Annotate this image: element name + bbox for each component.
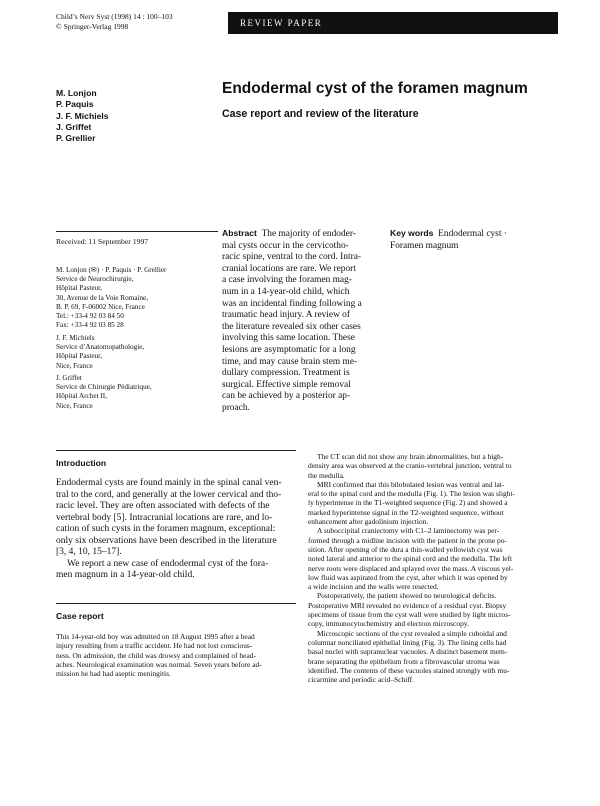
- affiliation-line: Service de Neurochirurgie,: [56, 275, 134, 284]
- text-line: copy, immunocytochemistry and electron microscopy.: [308, 619, 469, 629]
- text-line: This 14-year-old boy was admitted on 18 August 1995 after a head: [56, 632, 255, 641]
- right-column-text: [308, 452, 558, 684]
- affiliation-line: Fax: +33-4 92 03 85 28: [56, 321, 124, 330]
- abstract-line: a case involving the foramen mag-: [222, 275, 352, 286]
- text-line: density area was observed at the cranio-vertebral junction, ventral to: [308, 461, 512, 471]
- text-line: [3, 4, 10, 15–17].: [56, 547, 122, 558]
- text-line: marked hyperintense signal in the T2-weighted sequence, without: [308, 507, 504, 517]
- text-line: eral to the spinal cord and the medulla (Fig. 1). The lesion was slight-: [308, 489, 516, 499]
- affiliation-block: [56, 374, 216, 411]
- text-line: injury resulting from a traffic accident. He had not lost conscious-: [56, 641, 253, 651]
- text-line: cation of such cysts in the foramen magnum, exceptional:: [56, 524, 276, 535]
- divider: [56, 231, 218, 232]
- affiliation-line: J. Griffet: [56, 374, 82, 382]
- affiliation-line: Nice, France: [56, 361, 93, 370]
- text-line: enhancement after gadolinium injection.: [308, 517, 429, 527]
- abstract-line: the literature revealed six other cases: [222, 321, 361, 332]
- text-line: nerve roots were displaced and splayed over the mass. A viscous yel-: [308, 563, 514, 573]
- text-line: identified. The contents of these vacuoles stained strongly with mu-: [308, 665, 510, 675]
- affiliation-line: Service d’Anatomopathologie,: [56, 343, 145, 352]
- text-line: formed through a midline incision with the patient in the prone po-: [308, 535, 507, 545]
- abstract-line: traumatic head injury. A review of: [222, 310, 350, 321]
- introduction-paragraph: [56, 478, 296, 582]
- text-line: a wide incision and the walls were resected.: [308, 582, 439, 592]
- author: P. Paquis: [56, 99, 94, 110]
- article-subtitle: Case report and review of the literature: [222, 108, 419, 120]
- affiliation-line: 30, Avenue de la Voie Romaine,: [56, 293, 149, 302]
- text-line: Postoperative MRI revealed no evidence of a residual cyst. Biopsy: [308, 600, 507, 610]
- author-list: [56, 88, 109, 144]
- abstract: [222, 228, 380, 415]
- section-heading-case-report: Case report: [56, 611, 104, 621]
- abstract-line: was an incidental finding following a: [222, 298, 362, 309]
- affiliation-line: J. F. Michiels: [56, 334, 95, 342]
- affiliation-line: M. Lonjon (✉) · P. Paquis · P. Grellier: [56, 266, 167, 274]
- affiliation-line: Hôpital Pasteur,: [56, 352, 103, 361]
- abstract-line: involving this same location. These: [222, 333, 355, 344]
- case-report-paragraph: [56, 632, 296, 678]
- text-line: tral to the cord, and generally at the lower cervical and tho-: [56, 489, 282, 500]
- affiliation-block: [56, 266, 216, 330]
- keywords-label: Key words: [390, 228, 434, 238]
- text-line: the medulla.: [308, 470, 345, 480]
- author: P. Grellier: [56, 133, 96, 144]
- section-heading-introduction: Introduction: [56, 458, 107, 468]
- text-line: ness. On admission, the child was drowsy and complained of head-: [56, 650, 256, 660]
- affiliation-block: [56, 334, 216, 371]
- abstract-line: can be achieved by a posterior ap-: [222, 391, 351, 402]
- author: J. F. Michiels: [56, 110, 109, 121]
- keywords: [390, 228, 560, 252]
- affiliation-line: Service de Chirurgie Pédiatrique,: [56, 383, 152, 392]
- article-title: Endodermal cyst of the foramen magnum: [222, 80, 528, 97]
- abstract-line: The majority of endoder-: [261, 229, 356, 239]
- abstract-line: mal cysts occur in the cervicotho-: [222, 240, 349, 251]
- abstract-line: cranial locations are rare. We report: [222, 263, 356, 274]
- text-line: aches. Neurological examination was normal. Seven years before ad-: [56, 659, 262, 669]
- received-date: Received: 11 September 1997: [56, 237, 149, 246]
- text-line: columnar nonciliated epithelial lining (Fig. 3). The lining cells had: [308, 637, 507, 647]
- text-line: sition. After opening of the dura a thin-walled yellowish cyst was: [308, 544, 503, 554]
- text-line: noted lateral and anterior to the spinal cord and the medulla. The left: [308, 554, 513, 564]
- abstract-line: proach.: [222, 402, 250, 413]
- text-line: A suboccipital craniectomy with C1–2 laminectomy was per-: [317, 526, 500, 536]
- text-line: Endodermal cysts are found mainly in the spinal canal ven-: [56, 478, 282, 488]
- text-line: Microscopic sections of the cyst revealed a simple cuboidal and: [317, 628, 507, 638]
- abstract-line: lesions are asymptomatic for a long: [222, 344, 356, 355]
- text-line: specimens of tissue from the cyst wall were studied by light micros-: [308, 610, 511, 620]
- text-line: brane separating the epithelium from a fibrovascular stroma was: [308, 656, 500, 666]
- divider: [56, 450, 296, 451]
- affiliation-line: Tel.: +33-4 92 03 84 50: [56, 312, 124, 321]
- journal-info: [56, 12, 173, 31]
- abstract-line: racic spine, ventral to the cord. Intra-: [222, 252, 361, 263]
- abstract-line: dullary compression. Treatment is: [222, 368, 350, 379]
- text-line: vertebral body [5]. Intracranial locations are rare, and lo-: [56, 512, 273, 523]
- text-line: MRI confirmed that this bilobulated lesion was ventral and lat-: [317, 479, 505, 489]
- text-line: only six observations have been described in the literature: [56, 535, 277, 546]
- text-line: men magnum in a 14-year-old child.: [56, 570, 195, 581]
- keyword: Foramen magnum: [390, 240, 459, 251]
- keyword: Endodermal cyst ·: [438, 229, 507, 239]
- divider: [56, 603, 296, 604]
- affiliation-line: B. P. 69, F-06002 Nice, France: [56, 302, 145, 311]
- text-line: The CT scan did not show any brain abnormalities, but a high-: [317, 452, 504, 461]
- text-line: racic level. They are often associated with defects of the: [56, 501, 270, 512]
- text-line: We report a new case of endodermal cyst of the fora-: [67, 558, 269, 569]
- affiliation-line: Hôpital Pasteur,: [56, 284, 103, 293]
- text-line: basal nuclei with supranuclear vacuoles. A distinct basement mem-: [308, 647, 508, 657]
- abstract-line: surgical. Effective simple removal: [222, 379, 351, 390]
- text-line: Postoperatively, the patient showed no neurological deficits.: [317, 591, 497, 601]
- affiliation-line: Nice, France: [56, 401, 93, 410]
- text-line: ly hyperintense in the T1-weighted sequence (Fig. 2) and showed a: [308, 498, 508, 508]
- abstract-label: Abstract: [222, 228, 257, 238]
- affiliation-line: Hôpital Archet II,: [56, 392, 107, 401]
- abstract-line: time, and may cause brain stem me-: [222, 356, 358, 367]
- section-banner: REVIEW PAPER: [228, 12, 558, 34]
- author: J. Griffet: [56, 121, 92, 132]
- text-line: low fluid was aspirated from the cyst, after which it was opened by: [308, 572, 508, 582]
- author: M. Lonjon: [56, 88, 97, 98]
- text-line: mission he had had aseptic meningitis.: [56, 669, 171, 679]
- text-line: cicarmine and periodic acid–Schiff.: [308, 675, 415, 685]
- journal-copyright: © Springer-Verlag 1998: [56, 21, 129, 31]
- abstract-line: num in a 14-year-old child, which: [222, 286, 350, 297]
- journal-citation: Child’s Nerv Syst (1998) 14 : 100–103: [56, 12, 173, 21]
